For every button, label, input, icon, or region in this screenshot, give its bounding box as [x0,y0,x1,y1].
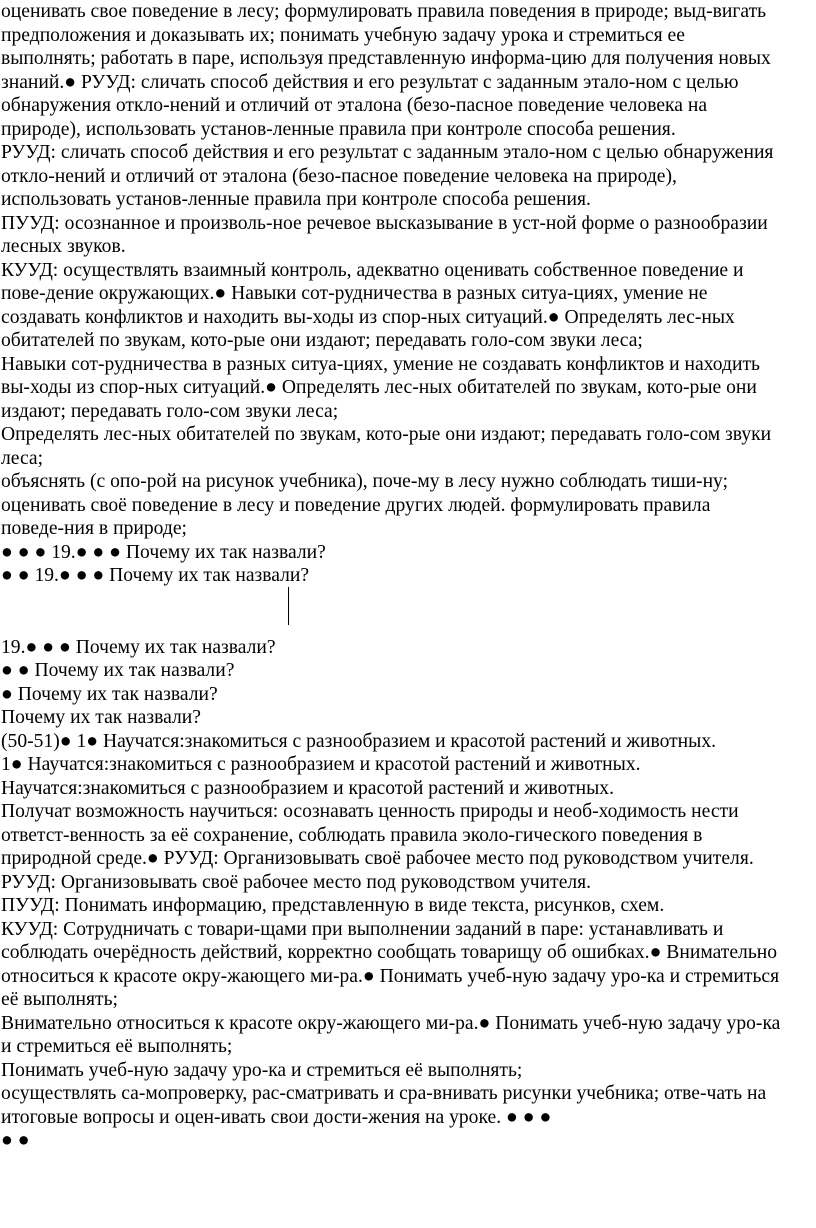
text-line: использовать установ-ленные правила при контроле способа решения. [1,189,591,210]
text-line: Понимать учеб-ную задачу уро-ка и стремиться её выполнять; [1,1059,523,1081]
text-line: ● ● ● 19.● ● ● Почему их так назвали? [1,541,326,563]
text-line: и стремиться её выполнять; [1,1036,233,1057]
text-line: знаний.● РУУД: сличать способ действия и его результат с заданным этало-ном с целью [1,71,739,93]
vertical-rule [288,587,289,625]
text-line: ● ● 19.● ● ● Почему их так назвали? [1,565,310,586]
text-line: итоговые вопросы и оцен-ивать свои дости-жения на уроке. ● ● ● [1,1106,552,1128]
text-line: ПУУД: Понимать информацию, представленную в виде текста, рисунков, схем. [1,895,665,916]
text-line: её выполнять; [1,989,118,1010]
text-line: РУУД: Организовывать своё рабочее место под руководством учителя. [1,871,592,893]
text-line: природе), использовать установ-ленные правила при контроле способа решения. [1,118,676,140]
text-line: ● ● Почему их так назвали? [1,660,235,681]
text-line: поведе-ния в природе; [1,518,187,539]
text-line: обнаружения откло-нений и отличий от эталона (безо-пасное поведение человека на [1,95,708,116]
text-line: объяснять (с опо-рой на рисунок учебника), поче-му в лесу нужно соблюдать тиши-ну; [1,471,729,492]
text-line: Внимательно относиться к красоте окру-жающего ми-ра.● Понимать учеб-ную задачу уро-ка [1,1012,781,1034]
text-line: Получат возможность научиться: осознавать ценность природы и необ-ходимость нести [1,801,739,822]
text-line: Определять лес-ных обитателей по звукам, кото-рые они издают; передавать голо-сом звуки [1,424,772,445]
text-line: вы-ходы из спор-ных ситуаций.● Определять лес-ных обитателей по звукам, кото-рые они [1,377,757,398]
text-line: КУУД: осуществлять взаимный контроль, адекватно оценивать собственное поведение и [1,259,744,281]
text-line: откло-нений и отличий от эталона (безо-пасное поведение человека на природе), [1,165,677,187]
text-line: Навыки сот-рудничества в разных ситуа-циях, умение не создавать конфликтов и находить [1,353,760,375]
text-line: ● Почему их так назвали? [1,683,218,705]
text-line: пове-дение окружающих.● Навыки сот-рудничества в разных ситуа-циях, умение не [1,283,708,304]
text-line: относиться к красоте окру-жающего ми-ра.● Понимать учеб-ную задачу уро-ка и стремиться [1,965,780,987]
text-line: обитателей по звукам, кото-рые они издают; передавать голо-сом звуки леса; [1,330,643,351]
text-line: выполнять; работать в паре, используя представленную информа-цию для получения новых [1,48,771,69]
text-line: издают; передавать голо-сом звуки леса; [1,400,339,422]
text-line: ● ● [1,1130,30,1151]
text-line: Научатся:знакомиться с разнообразием и красотой растений и животных. [1,777,614,799]
text-line: (50-51)● 1● Научатся:знакомиться с разнообразием и красотой растений и животных. [1,730,717,752]
text-line: оценивать своё поведение в лесу и поведение других людей. формулировать правила [1,494,711,516]
text-line: предположения и доказывать их; понимать учебную задачу урока и стремиться ее [1,24,685,46]
text-line: ответст-венность за её сохранение, соблюдать правила эколо-гического поведения в [1,824,703,846]
text-line: КУУД: Сотрудничать с товари-щами при выполнении заданий в паре: устанавливать и [1,918,724,940]
text-line: соблюдать очерёдность действий, корректно сообщать товарищу об ошибках.● Внимательно [1,942,778,963]
text-line: создавать конфликтов и находить вы-ходы из спор-ных ситуаций.● Определять лес-ных [1,306,735,328]
text-line: 1● Научатся:знакомиться с разнообразием и красотой растений и животных. [1,754,641,775]
text-line: природной среде.● РУУД: Организовывать своё рабочее место под руководством учителя. [1,848,754,869]
text-line: оценивать свое поведение в лесу; формулировать правила поведения в природе; выд-вигать [1,1,767,22]
text-line: РУУД: сличать способ действия и его результат с заданным этало-ном с целью обнаружения [1,142,774,163]
blank-gap [1,588,816,636]
text-line: лесных звуков. [1,236,126,257]
text-line: леса; [1,447,44,469]
text-line: ПУУД: осознанное и произволь-ное речевое высказывание в уст-ной форме о разнообразии [1,212,768,234]
text-line: 19.● ● ● Почему их так назвали? [1,636,276,658]
text-line: Почему их так назвали? [1,707,201,728]
text-line: осуществлять са-мопроверку, рас-сматривать и сра-внивать рисунки учебника; отве-чать на [1,1083,767,1104]
